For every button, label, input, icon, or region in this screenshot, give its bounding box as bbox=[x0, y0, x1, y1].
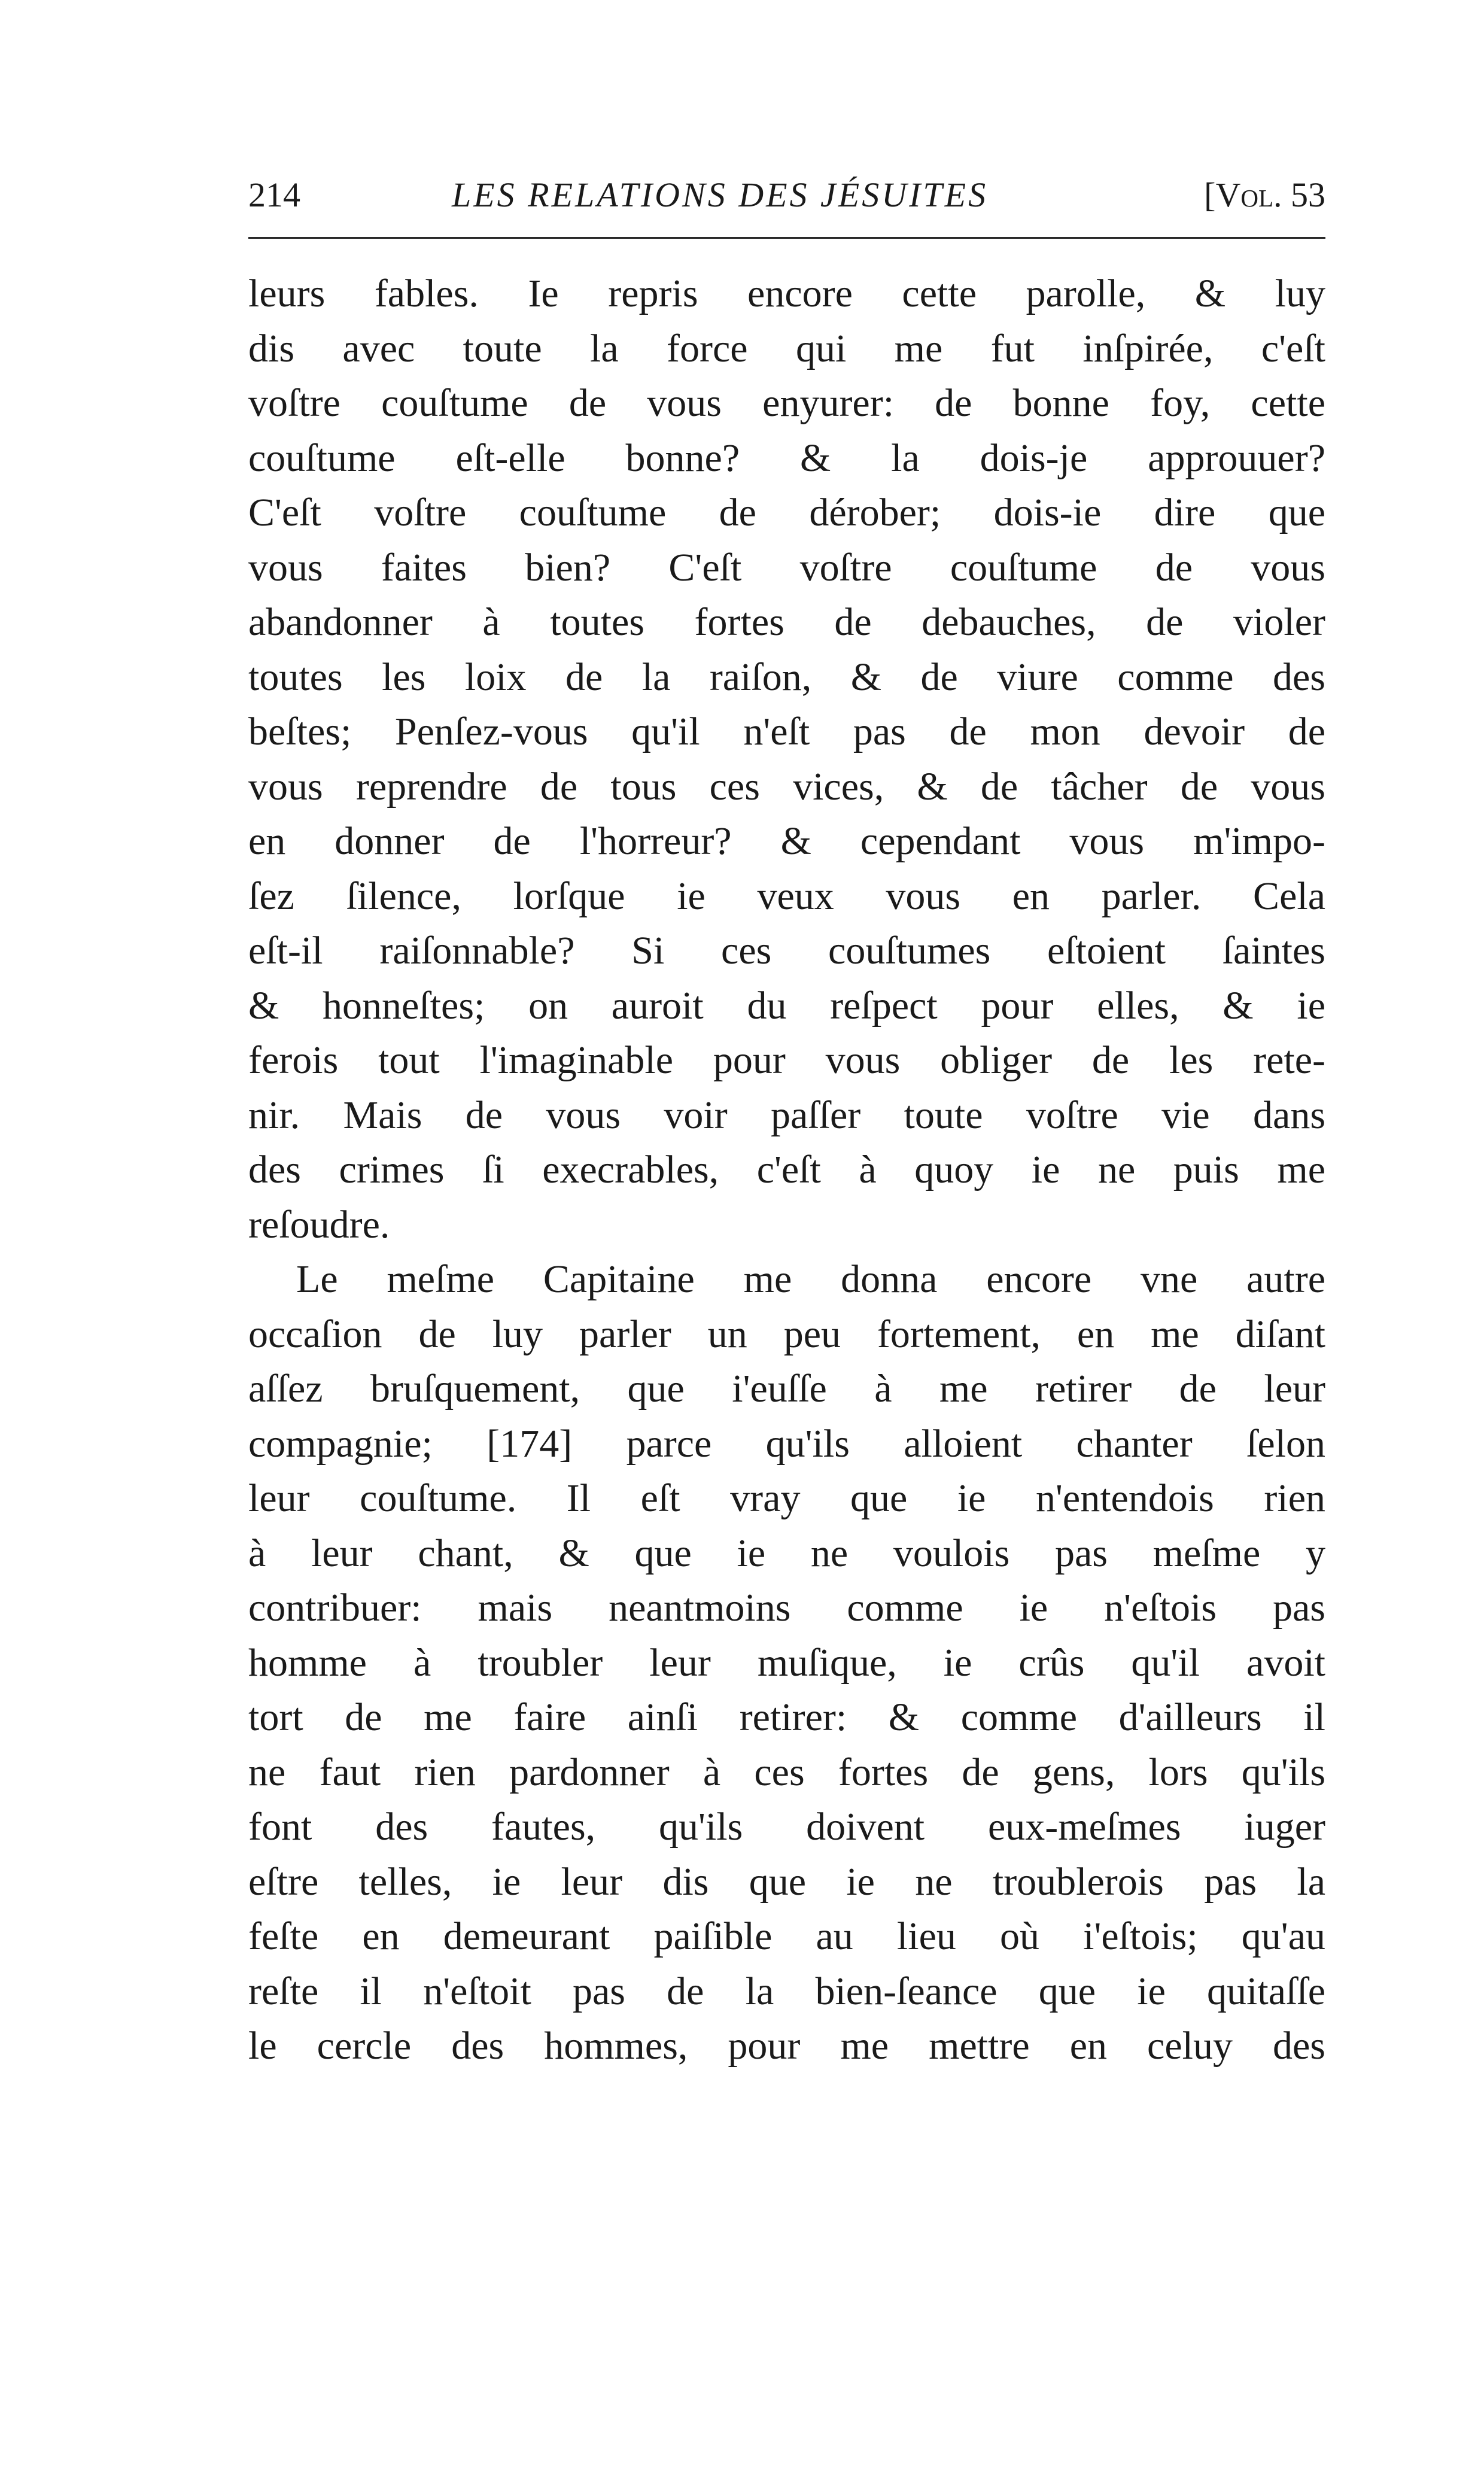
text-line: eſtre telles, ie leur dis que ie ne troublerois pas la bbox=[248, 1859, 1325, 1904]
text-line: abandonner à toutes fortes de debauches, de violer bbox=[248, 600, 1325, 644]
text-line: aſſez bruſquement, que i'euſſe à me retirer de leur bbox=[248, 1367, 1325, 1411]
text-line: ſez ſilence, lorſque ie veux vous en parler. Cela bbox=[248, 874, 1325, 918]
text-line: nir. Mais de vous voir paſſer toute voſtre vie dans bbox=[248, 1093, 1325, 1137]
header-rule bbox=[248, 237, 1325, 239]
text-line: C'eſt voſtre couſtume de dérober; dois-ie dire que bbox=[248, 491, 1325, 534]
text-line: eſt-il raiſonnable? Si ces couſtumes eſtoient ſaintes bbox=[248, 929, 1325, 972]
text-line: le cercle des hommes, pour me mettre en celuy des bbox=[248, 2024, 1325, 2068]
page-number: 214 bbox=[248, 175, 300, 214]
text-line: des crimes ſi execrables, c'eſt à quoy ie ne puis me bbox=[248, 1148, 1325, 1192]
text-line: ferois tout l'imaginable pour vous obliger de les rete- bbox=[248, 1038, 1325, 1082]
body-text bbox=[248, 266, 1325, 2074]
text-line: & honneſtes; on auroit du reſpect pour elles, & ie bbox=[248, 983, 1325, 1028]
text-line: occaſion de luy parler un peu fortement, en me diſant bbox=[248, 1312, 1325, 1356]
text-line: leurs fables. Ie repris encore cette parolle, & luy bbox=[248, 272, 1325, 315]
text-line: ne faut rien pardonner à ces fortes de gens, lors qu'ils bbox=[248, 1750, 1325, 1794]
text-line: compagnie; [174] parce qu'ils alloient chanter ſelon bbox=[248, 1421, 1325, 1466]
text-line: en donner de l'horreur? & cependant vous m'impo- bbox=[248, 819, 1325, 863]
running-head bbox=[248, 175, 1325, 229]
text-line: toutes les loix de la raiſon, & de viure comme des bbox=[248, 655, 1325, 699]
text-line: font des fautes, qu'ils doivent eux-meſmes iuger bbox=[248, 1805, 1325, 1849]
text-line: reſoudre. bbox=[248, 1202, 390, 1247]
running-title: LES RELATIONS DES JÉSUITES bbox=[452, 175, 989, 214]
text-line: contribuer: mais neantmoins comme ie n'eſtois pas bbox=[248, 1586, 1325, 1630]
volume-label: [Vol. 53 bbox=[1204, 175, 1325, 214]
text-line: beſtes; Penſez-vous qu'il n'eſt pas de mon devoir de bbox=[248, 710, 1325, 753]
text-line: à leur chant, & que ie ne voulois pas meſme y bbox=[248, 1531, 1325, 1575]
text-line: feſte en demeurant paiſible au lieu où i'eſtois; qu'au bbox=[248, 1914, 1325, 1958]
text-line: dis avec toute la force qui me fut inſpirée, c'eſt bbox=[248, 326, 1325, 370]
text-line: reſte il n'eſtoit pas de la bien-ſeance que ie quitaſſe bbox=[248, 1969, 1325, 2013]
text-line: leur couſtume. Il eſt vray que ie n'entendois rien bbox=[248, 1476, 1325, 1520]
text-line: vous reprendre de tous ces vices, & de tâcher de vous bbox=[248, 764, 1325, 809]
text-line: couſtume eſt-elle bonne? & la dois-je approuuer? bbox=[248, 436, 1325, 480]
text-line: Le meſme Capitaine me donna encore vne autre bbox=[296, 1257, 1325, 1301]
text-line: voſtre couſtume de vous enyurer: de bonne foy, cette bbox=[248, 381, 1325, 425]
text-line: homme à troubler leur muſique, ie crûs qu'il avoit bbox=[248, 1640, 1325, 1685]
text-line: tort de me faire ainſi retirer: & comme d'ailleurs il bbox=[248, 1695, 1325, 1739]
text-line: vous faites bien? C'eſt voſtre couſtume de vous bbox=[248, 545, 1325, 589]
